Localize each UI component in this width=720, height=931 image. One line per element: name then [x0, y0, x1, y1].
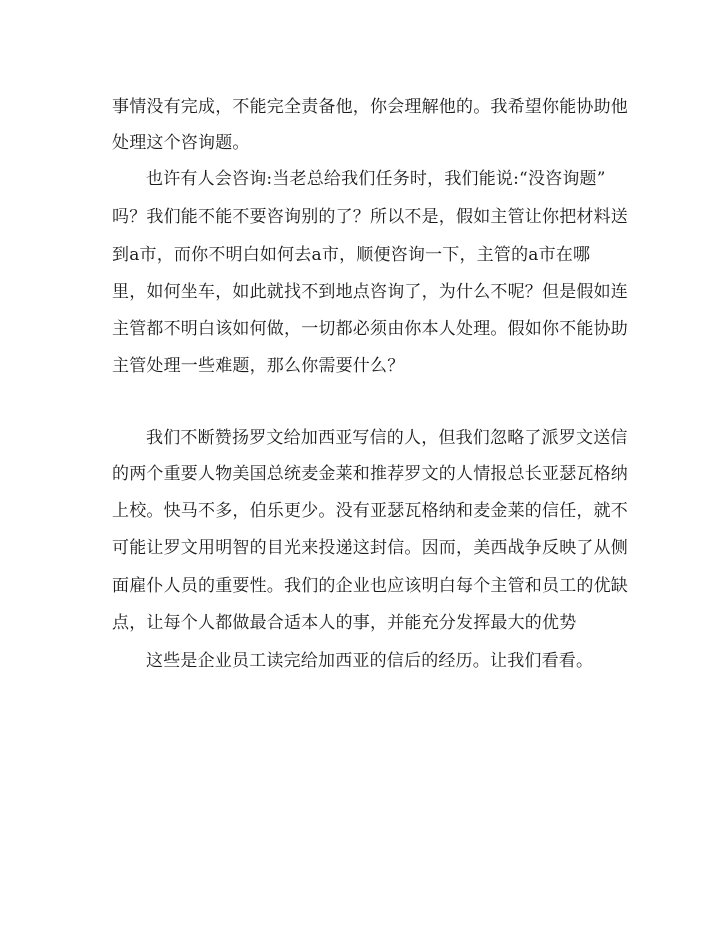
paragraph-3-line-2: 的两个重要人物美国总统麦金莱和推荐罗文的人情报总长亚瑟瓦格纳 — [112, 464, 628, 484]
paragraph-3-line-4: 可能让罗文用明智的目光来投递这封信。因而，美西战争反映了从侧 — [112, 538, 628, 558]
paragraph-2-line-2: 吗？我们能不能不要咨询别的了？所以不是，假如主管让你把材料送 — [112, 207, 628, 227]
paragraph-3-line-1: 我们不断赞扬罗文给加西亚写信的人，但我们忽略了派罗文送信 — [146, 428, 628, 448]
paragraph-4-line-1: 这些是企业员工读完给加西亚的信后的经历。让我们看看。 — [146, 651, 594, 671]
paragraph-1-line-1: 事情没有完成，不能完全责备他，你会理解他的。我希望你能协助他 — [112, 97, 628, 117]
paragraph-3-line-5: 面雇仆人员的重要性。我们的企业也应该明白每个主管和员工的优缺 — [112, 576, 628, 596]
paragraph-1-line-2: 处理这个咨询题。 — [112, 133, 250, 153]
paragraph-3-line-3: 上校。快马不多，伯乐更少。没有亚瑟瓦格纳和麦金莱的信任，就不 — [112, 501, 628, 521]
paragraph-3-line-6: 点，让每个人都做最合适本人的事，并能充分发挥最大的优势 — [112, 613, 577, 633]
paragraph-2-line-6: 主管处理一些难题，那么你需要什么？ — [112, 356, 405, 376]
paragraph-2-line-3: 到a市，而你不明白如何去a市，顺便咨询一下，主管的a市在哪 — [112, 245, 591, 265]
paragraph-2-line-5: 主管都不明白该如何做，一切都必须由你本人处理。假如你不能协助 — [112, 319, 628, 339]
paragraph-2-line-4: 里，如何坐车，如此就找不到地点咨询了，为什么不呢？但是假如连 — [112, 282, 628, 302]
paragraph-2-line-1: 也许有人会咨询:当老总给我们任务时，我们能说:“没咨询题” — [146, 169, 606, 189]
